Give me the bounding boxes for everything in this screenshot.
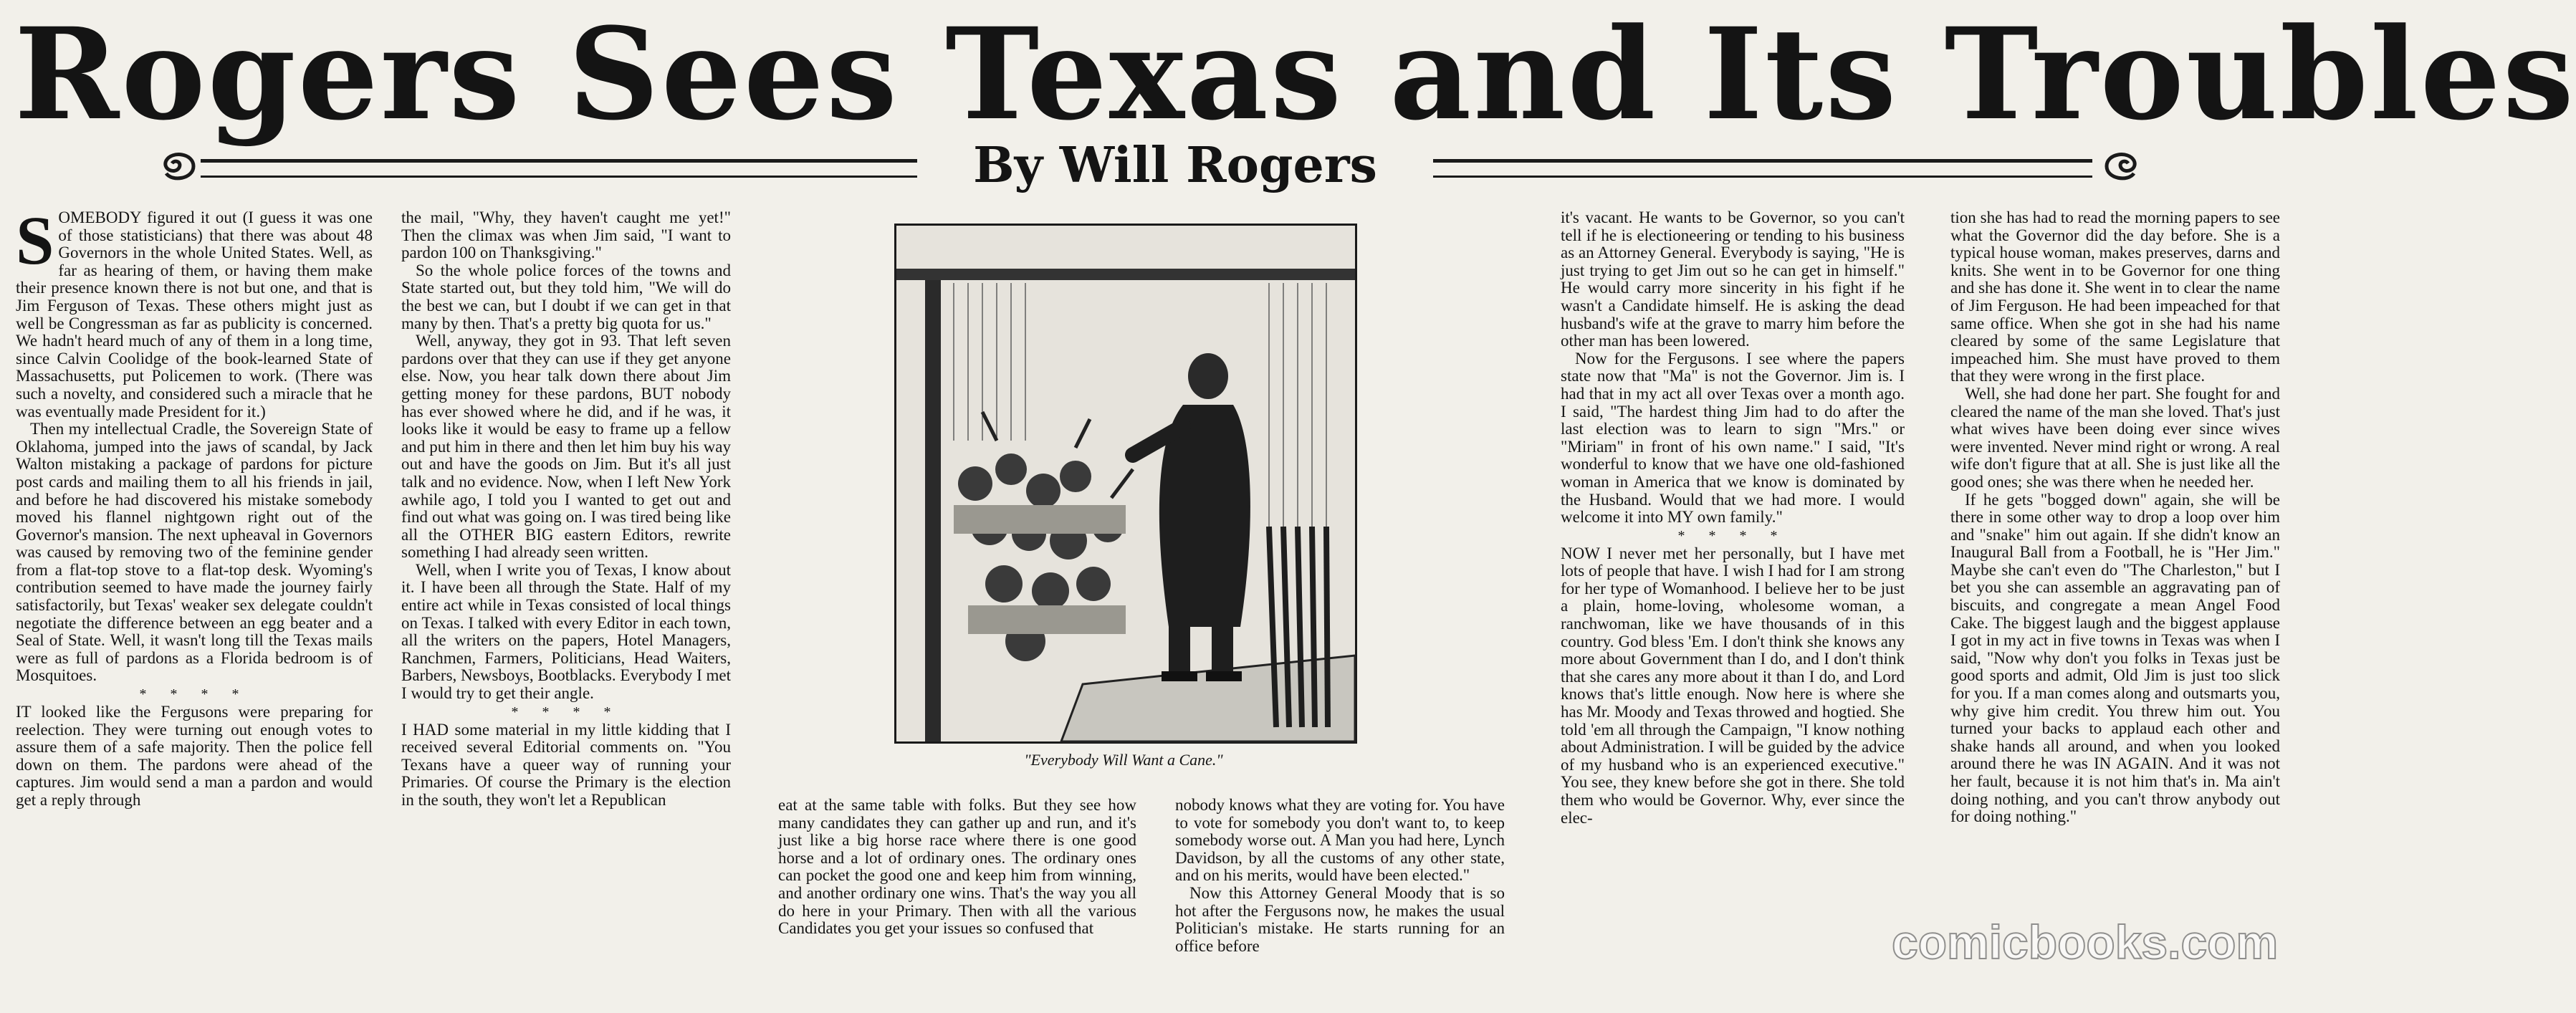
headline: Rogers Sees Texas and Its Troubles (14, 0, 2576, 148)
paragraph: Then my intellectual Cradle, the Sovereign State of Oklahoma, jumped into the jaws of scandal, by Jack Walton mistaking a package of pardons for picture post cards and mailing them to all his friends in jail, and before he had discovered his mistake somebody moved his flannel nightgown right out of the Governor's mansion. The next upheaval in Governors was caused by removing two of the feminine gender from a flat-top stove to a flat-top desk. Wyoming's contribution seemed to have made the journey fairly satisfactorily, but Texas' weaker sex delegate couldn't negotiate the difference between an egg beater and a Seal of State. Well, it wasn't long till the Texas mails were as full of pardons as a Florida bedroom is of Mosquitoes. (16, 420, 373, 685)
paragraph: Now this Attorney General Moody that is so hot after the Fergusons now, he makes the usual Politician's mistake. He starts running for an office before (1175, 883, 1505, 955)
column-3 (778, 797, 1136, 1012)
paragraph: If he gets "bogged down" again, she will be there in some other way to drop a loop over him and "snake" him out again. If she didn't know an Inaugural Ball from a Football, he is "Her Jim." Maybe she can't even do "The Charleston," but I bet you she can assemble an aggravating pan of biscuits, and congregate a mean Angel Food Cake. The biggest laugh and the biggest applause I got in my act in five towns in Texas was when I said, "Now why don't you folks in Texas just be good sports and admit, Old Jim is just too slick for you. If a man comes along and outsmarts you, why give him credit. You threw him out. You turned your backs to applaud each other and shake hands all around, and when you looked around there he was IN AGAIN. And it was not her fault, because it is not him that's in. Ma ain't doing nothing, and you can't throw anybody out for doing nothing." (1950, 490, 2280, 826)
section-divider: * * * * (139, 686, 249, 703)
drop-cap: S (16, 202, 54, 279)
paragraph-text: OMEBODY figured it out (I guess it was one of those statisticians) that there was about 48 Governors in the whole United States. Well, as far as hearing of them, or having them make their presence known there is not but one, and that is Jim Ferguson of Texas. These others might just as well be Congressman as far as publicity is concerned. We hadn't heard much of any of them in a long time, since Calvin Coolidge of the book-learned State of Massachusetts, put Policemen to work. (There was such a novelty, and considered such a miracle that he was eventually made President for it.) (16, 208, 373, 421)
scroll-ornament-left-icon (150, 146, 201, 186)
paragraph: Well, anyway, they got in 93. That left seven pardons over that they can use if they get anyone else. Now, you hear talk down there about Jim getting money for these pardons, BUT nobody has ever showed where he did, and if he was, it looks like it would be easy to frame up a fellow and put him in there and then let him buy his way out and have the goods on Jim. But it's all just talk and no evidence. Now, when I left New York awhile ago, I told you I wanted to get out and find out what was going on. I was tired being like all the OTHER BIG eastern Editors, rewrite something I had already seen written. (401, 332, 731, 562)
paragraph: So the whole police forces of the towns and State started out, but they told him, "We will do the best we can, but I doubt if we can get in that many by then. That's a pretty big quota for us." (401, 261, 731, 332)
column-4 (1175, 797, 1505, 1012)
column-5 (1561, 209, 1905, 1004)
paragraph: I HAD some material in my little kidding that I received several Editorial comments on. "You Texans have a queer way of running your Primaries. Of course the Primary is the election in the south, they won't let a Republican (401, 720, 731, 809)
column-2 (401, 209, 731, 1004)
column-6 (1950, 209, 2280, 1004)
scroll-ornament-right-icon (2099, 146, 2150, 186)
paragraph: tion she has had to read the morning papers to see what the Governor did the day before. She is a typical house woman, makes preserves, darns and knits. She went in to be Governor for one thing and she has done it. She went in to clear the name of Jim Ferguson. He had been impeached for that same office. When she got in she had his name cleared by some of the same Legislature that impeached him. She must have proved to them that they were wrong in the first place. (1950, 208, 2280, 385)
byline-rule-right (1433, 159, 2092, 178)
watermark: comicbooks.com (1892, 916, 2279, 969)
section-divider: * * * * (1677, 527, 1788, 544)
paragraph: Now for the Fergusons. I see where the papers state now that "Ma" is not the Governor. Jim is. I had that in my act all over Texas over a month ago. I said, "The hardest thing Jim had to do after the last election was to learn to sign "Mrs." or "Miriam" in front of his own name." I said, "It's wonderful to know that we have one old-fashioned woman in America that we know is dominated by the Husband. Would that we had more. I would welcome it into MY own family." (1561, 349, 1905, 527)
cartoon-illustration (894, 224, 1357, 744)
paragraph: the mail, "Why, they haven't caught me yet!" Then the climax was when Jim said, "I want to pardon 100 on Thanksgiving." (401, 208, 731, 262)
column-1 (16, 202, 373, 1004)
section-divider: * * * * (511, 704, 621, 720)
byline-row (0, 137, 2293, 194)
byline: By Will Rogers (973, 137, 1377, 194)
paragraph: it's vacant. He wants to be Governor, so you can't tell if he is electioneering or tending to his business as an Attorney General. Everybody is saying, "He is just trying to get Jim out so he can get in himself." He would carry more sincerity in his fight if he wasn't a Candidate himself. He is asking the dead husband's wife at the grave to marry him before the other man has been lowered. (1561, 208, 1905, 350)
paragraph: eat at the same table with folks. But they see how many candidates they can gather up and run, and it's just like a big horse race where there is one good horse and a lot of ordinary ones. The ordinary ones can pocket the good one and keep him from winning, and another ordinary one wins. That's the way you all do here in your Primary. Then with all the various Candidates you get your issues so confused that (778, 796, 1136, 938)
paragraph: IT looked like the Fergusons were preparing for reelection. They were turning out enough votes to assure them of a safe majority. Then the police fell down on them. The pardons were ahead of the captures. Jim would send a man a pardon and would get a reply through (16, 703, 373, 809)
paragraph (16, 202, 373, 421)
cartoon-caption: "Everybody Will Want a Cane." (1024, 751, 1223, 769)
paragraph: nobody knows what they are voting for. You have to vote for somebody you don't want to, to keep somebody worse out. A Man you had here, Lynch Davidson, by all the customs of any other state, and on his merits, would have been elected." (1175, 796, 1505, 885)
paragraph: Well, she had done her part. She fought for and cleared the name of the man she loved. That's just what wives have been doing ever since wives were invented. Never mind right or wrong. A real wife don't figure that at all. She is just like all the good ones; she was there when he needed her. (1950, 384, 2280, 491)
paragraph: Well, when I write you of Texas, I know about it. I have been all through the State. Half of my entire act while in Texas consisted of local things on Texas. I talked with every Editor in each town, all the writers on the papers, Hotel Managers, Ranchmen, Farmers, Politicians, Head Waiters, Barbers, Newsboys, Bootblacks. Everybody I met I would try to get their angle. (401, 560, 731, 703)
paragraph: NOW I never met her personally, but I have met lots of people that have. I wish I had for I am strong for her type of Womanhood. I believe her to be just a plain, home-loving, wholesome woman, a ranchwoman, like we have thousands of in this country. God bless 'Em. I don't think she knows any more about Government than I do, and I don't think that she cares any more about it than I do, and Lord knows that's little enough. Now here is where she has Mr. Moody and Texas throwed and hogtied. She told 'em all through the Campaign, "I know nothing about Administration. I will be guided by the advice of my husband who is an experienced executive." You see, they knew before she got in there. She told them who would be Governor. Why, ever since the elec- (1561, 544, 1905, 827)
cartoon-drawing (896, 226, 1355, 741)
byline-rule-left (201, 159, 917, 178)
